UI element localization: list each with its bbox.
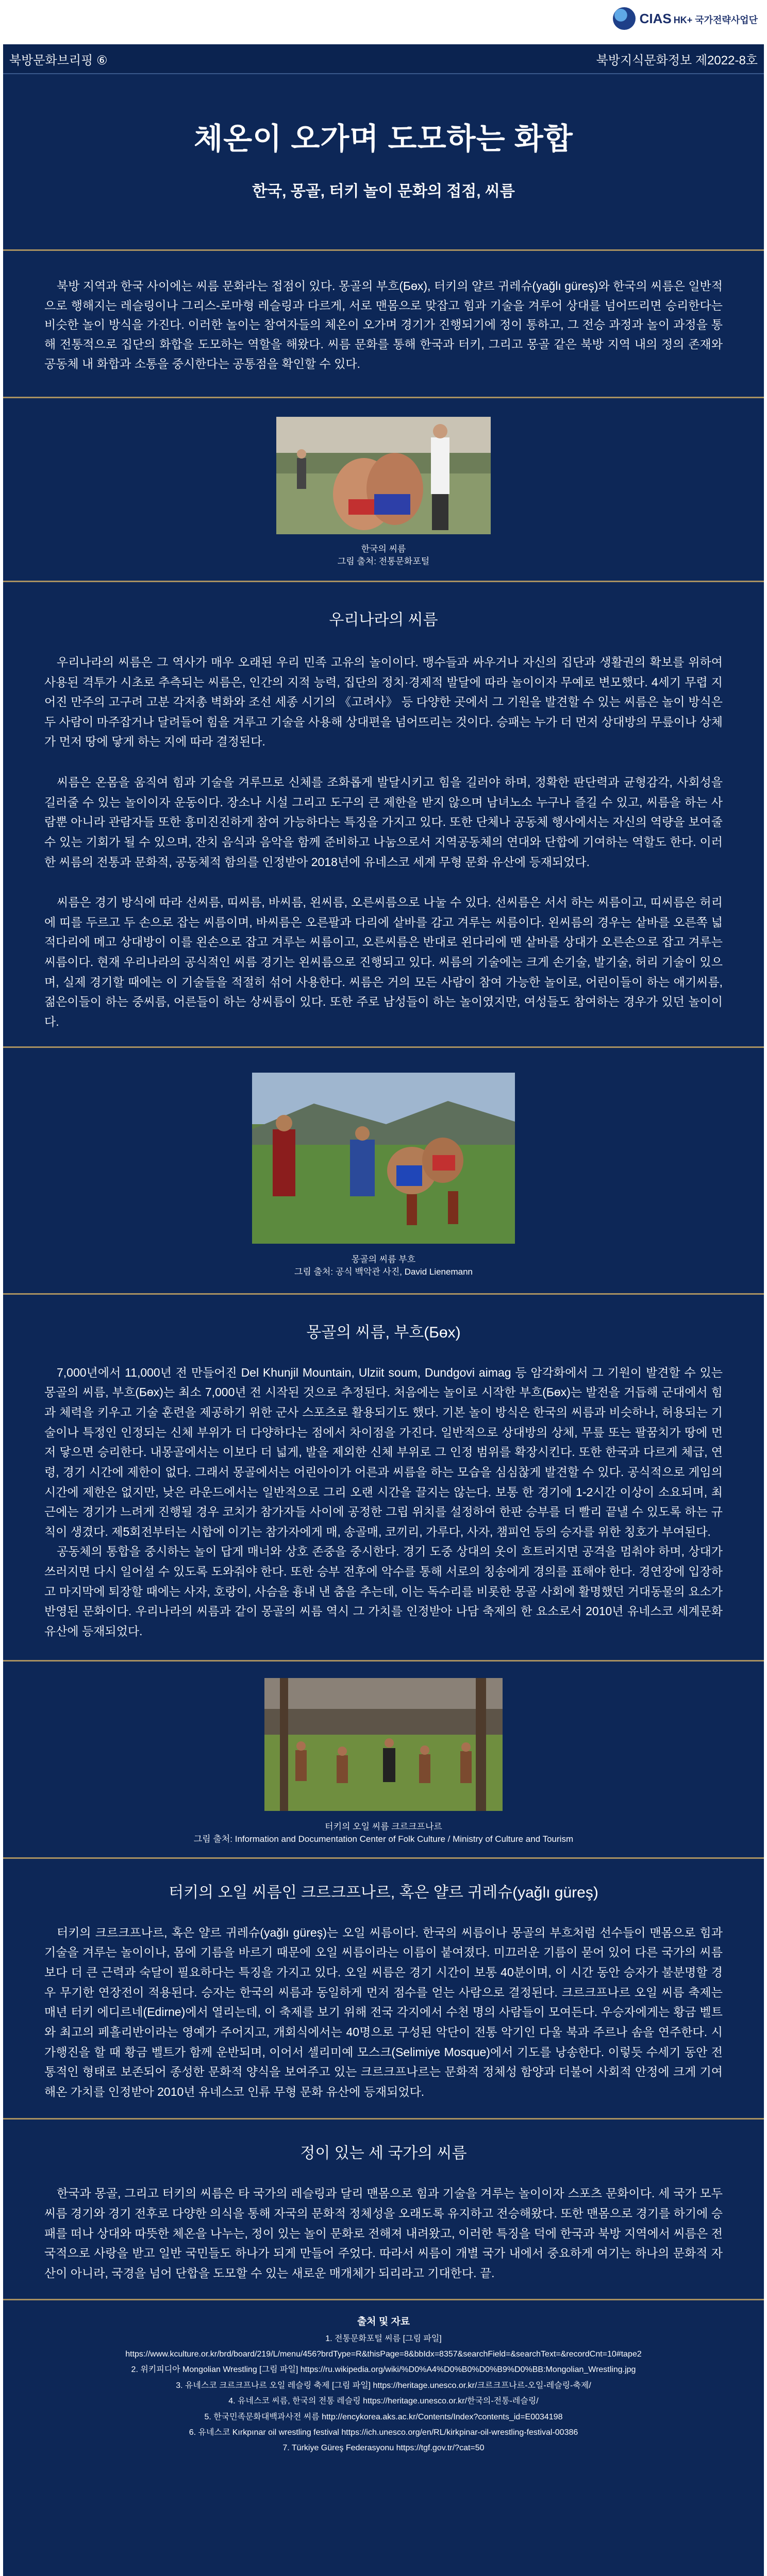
reference-item[interactable]: 4. 유네스코 씨름, 한국의 전통 레슬링 https://heritage.unesco.or.kr/한국의-전통-레슬링/ [228,2397,539,2406]
mongolian-bokh-photo [252,1073,515,1244]
section-paragraph: 7,000년에서 11,000년 전 만들어진 Del Khunjil Mountain, Ulziit soum, Dundgovi aimag 등 암각화에서 그 기원이 발견할 수 있는 몽골의 씨름, 부흐(Бөх)는 최소 7,000년 전 시작된 것으로 추정된다. 처음에는 놀이로 시작한 부흐(Бөх)는 발전을 거듭해 군대에서 힘과 체력을 키우고 기술 훈련을 제공하기 위한 군사 스포츠로 활용되기도 했다. 기본 놀이 방식은 한국의 씨름과 비슷하나, 허용되는 기술이나 특정인 인정되는 신체 부위가 더 다양하다는 점에서 차이점을 가진다. 일반적으로 상대방의 상체, 무릎 또는 팔꿈치가 땅에 먼저 닿으면 승리한다. 내몽골에서는 이보다 더 넓게, 발을 제외한 신체 부위로 그 인정 범위를 확장시킨다. 또한 한국과 다르게 체급, 연령, 경기 시간에 제한이 없다. 그래서 몽골에서는 어린아이가 어른과 씨름을 하는 모습을 심심찮게 발견할 수 있다. 공식적으로 게임의 시간에 제한은 없지만, 낮은 라운드에서는 일반적으로 그리 오랜 시간을 끌지는 않는다. 보통 한 경기에 1-2시간 이상이 소요되며, 최근에는 경기가 느려게 진행될 경우 코치가 참가자들 사이에 공정한 그립 위치를 설정하여 한판 승부를 더 빨리 끝낼 수 있도록 하는 규칙이 생겼다. 제5회전부터는 시합에 이기는 참가자에게 매, 송골매, 코끼리, 가루다, 사자, 챔피언 등의 승자를 위한 칭호가 부여된다. [44,1365,723,1538]
reference-link[interactable]: https://www.kculture.or.kr/brd/board/219/L/menu/456?brdType=R&thisPage=8&bbIdx=8357&searchField=&searchText=&recordCnt=10#tape2 [125,2350,642,2359]
figure-turkish-oil-wrestling [3,1662,764,1846]
oil-wrestling-photo [264,1678,503,1811]
issue-number: 북방지식문화정보 제2022-8호 [596,53,758,67]
section-conclusion [3,2120,764,2298]
section-mongolia [3,1295,764,1660]
figure-credit: 그림 출처: Information and Documentation Center of Folk Culture / Ministry of Culture and Tourism [193,1834,574,1844]
figure-caption: 한국의 씨름 [361,544,406,554]
section-paragraph: 터키의 크르크프나르, 혹은 얄르 귀레슈(yağlı güreş)는 오일 씨름이다. 한국의 씨름이나 몽골의 부흐처럼 선수들이 맨몸으로 힘과 기술을 겨루는 놀이이나, 몸에 기름을 바르기 때문에 오일 씨름이라는 이름이 붙여졌다. 미끄러운 기름이 묻어 있어 다른 국가의 씨름보다 더 큰 근력과 숙달이 필요하다는 특징을 가지고 있다. 오일 씨름은 경기 시간이 보통 40분이며, 이 시간 동안 승자가 불분명할 경우 무기한 연장전이 적용된다. 승자는 한국의 씨름과 동일하게 먼저 점수를 얻는 사람으로 결정된다. 크르크프나르 오일 씨름 축제는 매년 터키 에디르네(Edirne)에서 열리는데, 이 축제를 보기 위해 전국 각지에서 수천 명의 사람들이 모여든다. 우승자에게는 황금 벨트와 최고의 페흘리반이라는 영예가 주어지고, 개회식에서는 40명으로 구성된 악단이 전통 악기인 다울 북과 주르나 솜을 연주한다. 시가행진을 할 때 황금 벨트가 함께 운반되며, 이어서 셀리미예 모스크(Selimiye Mosque)에서 기도를 낭송한다. 이렇듯 수세기 동안 전통적인 형태로 보존되어 종성한 문화적 양식을 보여주고 있는 크르크프나르는 문화적 정체성 함양과 더불어 사회적 안정에 크게 기여해온 가치를 인정받아 2010년 유네스코 인류 무형 문화 유산에 등재되었다. [44,1925,723,2098]
reference-item[interactable]: 6. 유네스코 Kırkpınar oil wrestling festival https://ich.unesco.org/en/RL/kirkpinar-oil-wrestling-festival-00386 [189,2428,578,2437]
page-title: 체온이 오가며 도모하는 화합 [194,122,573,156]
section-title: 몽골의 씨름, 부흐(Бөх) [306,1324,461,1341]
series-label: 북방문화브리핑 ⑥ [9,53,108,67]
figure-credit: 그림 출처: 공식 백악관 사진, David Lienemann [294,1267,473,1277]
logo-tagline: HK+ 국가전략사업단 [673,14,758,25]
figure-mongolian-bokh [3,1048,764,1279]
figure-korean-ssireum [3,398,764,568]
section-turkey [3,1859,764,2119]
references-title: 출처 및 자료 [357,2316,410,2327]
reference-item[interactable]: 3. 유네스코 크르크프나르 오일 레슬링 축제 [그림 파일] https://heritage.unesco.or.kr/크르크프나르-오일-레슬링-축제/ [176,2381,591,2390]
wrestlers-image [276,417,491,534]
cias-logo [613,7,758,30]
section-paragraph: 한국과 몽골, 그리고 터키의 씨름은 타 국가의 레슬링과 달리 맨몸으로 힘과 기술을 겨루는 놀이이자 스포츠 문화이다. 세 국가 모두 씨름 경기와 경기 전후로 다양한 의식을 통해 자국의 문화적 정체성을 오래도록 유지하고 전승해왔다. 또한 맨몸으로 경기를 하기에 승패를 떠나 상대와 따뜻한 체온을 나누는, 정이 있는 놀이 문화로 전해져 내려왔고, 이러한 특징을 덕에 한국과 북방 지역에서 씨름은 전국적으로 사랑을 받고 일반 국민들도 하나가 되게 만들어 주었다. 따라서 씨름이 개별 국가 내에서 중요하게 여기는 하나의 문화적 자산이 아니라, 국경을 넘어 단합을 도모할 수 있는 새로운 매개체가 되리라고 기대한다. 끝. [44,2187,723,2280]
logo-strip [0,0,767,44]
title-block [3,74,764,249]
section-title: 우리나라의 씨름 [329,611,438,629]
section-title: 터키의 오일 씨름인 크르크프나르, 혹은 얄르 귀레슈(yağlı güreş) [169,1884,598,1901]
section-paragraph: 우리나라의 씨름은 그 역사가 매우 오래된 우리 민족 고유의 놀이이다. 맹수들과 싸우거나 자신의 집단과 생활권의 확보를 위하여 사용된 격투가 시초로 추측되는 씨름은, 인간의 지적 능력, 집단의 정치·경제적 발달에 따라 놀이이자 무예로 변모했다. 4세기 무렵 지어진 만주의 고구려 고분 각저총 벽화와 조선 세종 시기의 《고려사》 등 다양한 곳에서 그 기원을 발견할 수 있는 씨름은 놀이 방식은 두 사람이 마주잡거나 달려들어 힘을 겨루고 기술을 사용해 상대편을 넘어뜨리는 것이다. 승패는 누가 더 먼저 상대방의 무릎이나 상체가 먼저 땅에 닿게 하는 지에 따라 결정된다. [44,655,723,749]
section-korea [3,582,764,1046]
figure-caption: 터키의 오일 씨름 크르크프나르 [325,1821,442,1832]
section-title: 정이 있는 세 국가의 씨름 [300,2145,467,2162]
series-bar [3,44,764,74]
section-paragraph: 씨름은 경기 방식에 따라 선씨름, 띠씨름, 바씨름, 왼씨름, 오른씨름으로 나눌 수 있다. 선씨름은 서서 하는 씨름이고, 띠씨름은 허리에 띠를 두르고 두 손으로 잡는 씨름이며, 바씨름은 오른팔과 다리에 샅바를 감고 겨루는 씨름이다. 왼씨름의 경우는 샅바를 오른쪽 넓적다리에 메고 상대방이 이를 왼손으로 잡고 겨루는 씨름이고, 오른씨름은 반대로 왼다리에 맨 샅바를 상대가 오른손으로 잡고 겨루는 씨름이다. 현재 우리나라의 공식적인 씨름 경기는 왼씨름으로 진행되고 있다. 씨름의 기술에는 크게 손기술, 발기술, 허리 기술이 있으며, 실제 경기할 때에는 이 기술들을 적절히 섞어 사용한다. 씨름은 거의 모든 사람이 참여 가능한 놀이로, 어린이들이 하는 애기씨름, 젊은이들이 하는 중씨름, 어른들이 하는 상씨름이 있다. 또한 주로 남성들이 하는 놀이였지만, 여성들도 참여하는 경우가 있던 놀이이다. [44,895,723,1028]
oil-wrestling-image [264,1678,503,1811]
logo-name: CIAS [639,10,672,26]
page-subtitle: 한국, 몽골, 터키 놀이 문화의 접점, 씨름 [252,183,515,200]
intro-paragraph: 북방 지역과 한국 사이에는 씨름 문화라는 접점이 있다. 몽골의 부흐(Бөх), 터키의 얄르 귀레슈(yağlı güreş)와 한국의 씨름은 일반적으로 행해지는 레슬링이나 그리스-로마형 레슬링과 다르게, 서로 맨몸으로 맞잡고 힘과 기술을 겨루어 상대를 넘어뜨리면 승리한다는 비슷한 놀이 방식을 가진다. 이러한 놀이는 참여자들의 체온이 오가며 경기가 진행되기에 정이 통하고, 그 전승 과정과 놀이 과정을 통해 전통적으로 집단의 화합을 도모하는 역할을 해왔다. 씨름 문화를 통해 한국과 터키, 그리고 몽골 같은 북방 지역 내의 정의 존재와 공동체 내 화합과 소통을 중시한다는 공통점을 확인할 수 있다. [44,279,723,370]
section-paragraph: 공동체의 통합을 중시하는 놀이 답게 매너와 상호 존중을 중시한다. 경기 도중 상대의 옷이 흐트러지면 공격을 멈춰야 하며, 상대가 쓰러지면 다시 일어설 수 있도록 도와줘야 한다. 또한 승부 전후에 악수를 통해 서로의 칭송에게 경의를 표해야 한다. 경연장에 입장하고 마지막에 퇴장할 때에는 사자, 호랑이, 사슴을 흉내 낸 춤을 추는데, 이는 독수리를 비롯한 몽골 사회에 활명했던 거대동물의 요소가 반영된 문화이다. 우리나라의 씨름과 같이 몽골의 씨름 역시 그 가치를 인정받아 나담 축제의 한 요소로서 2010년 유네스코 세계문화유산에 등재되었다. [44,1545,723,1638]
bokh-image [252,1073,515,1244]
figure-caption: 몽골의 씨름 부흐 [351,1254,416,1264]
reference-item: 1. 전통문화포털 씨름 [그림 파일] [325,2334,442,2343]
globe-icon [613,7,636,30]
korean-ssireum-photo [276,417,491,534]
reference-item[interactable]: 5. 한국민족문화대백과사전 씨름 http://encykorea.aks.ac.kr/Contents/Index?contents_id=E0034198 [204,2412,563,2421]
figure-credit: 그림 출처: 전통문화포털 [337,556,430,567]
reference-item[interactable]: 2. 위키피디아 Mongolian Wrestling [그림 파일] https://ru.wikipedia.org/wiki/%D0%A4%D0%B0%D0%B9%D0%BB:Mongolian_Wrestling.jpg [131,2365,636,2375]
briefing-board [3,44,764,2576]
reference-item[interactable]: 7. Türkiye Güreş Federasyonu https://tgf.gov.tr/?cat=50 [282,2444,485,2453]
references [3,2300,764,2456]
section-paragraph: 씨름은 온몸을 움직여 힘과 기술을 겨루므로 신체를 조화롭게 발달시키고 힘을 길러야 하며, 정확한 판단력과 균형감각, 사회성을 길러줄 수 있는 놀이이자 운동이다. 장소나 시설 그리고 도구의 큰 제한을 받지 않으며 남녀노소 누구나 즐길 수 있고, 씨름을 하는 사람뿐 아니라 관람자들 또한 흥미진진하게 참여 가능하다는 특징을 가지고 있다. 또한 단체나 공동체 행사에서는 자신의 역량을 보여줄 수 있는 기회가 될 수 있으며, 잔치 음식과 음악을 함께 준비하고 나눔으로서 지역공동체의 연대와 단합에 기여하는 역할도 한다. 이러한 씨름의 전통과 문화적, 공동체적 함의를 인정받아 2018년에 유네스코 세계 무형 문화 유산에 등재되었다. [44,775,723,869]
